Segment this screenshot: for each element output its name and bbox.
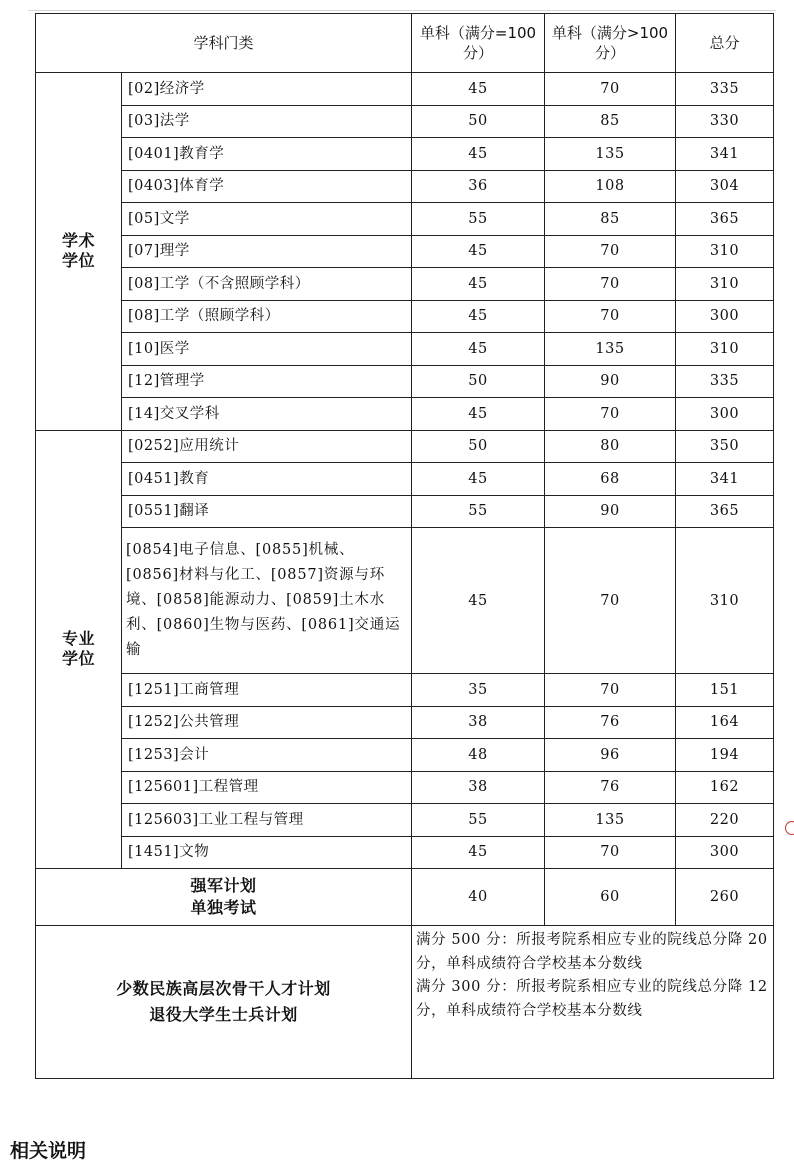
score-total: 310: [676, 333, 774, 366]
score-total: 341: [676, 138, 774, 171]
score-total: 164: [676, 706, 774, 739]
table-row: [36, 300, 774, 333]
table-row: [36, 365, 774, 398]
score-s100: 45: [412, 528, 545, 674]
discipline-name: [1253]会计: [122, 739, 412, 772]
table-row: [36, 268, 774, 301]
score-s150: 90: [545, 365, 676, 398]
score-s100: 50: [412, 365, 545, 398]
score-total: 341: [676, 463, 774, 496]
score-s100: 35: [412, 674, 545, 707]
discipline-name: [0403]体育学: [122, 170, 412, 203]
minority-note: [412, 926, 774, 1079]
score-s100: 45: [412, 73, 545, 106]
score-total: 300: [676, 398, 774, 431]
discipline-name: [1252]公共管理: [122, 706, 412, 739]
academic-group: [36, 73, 774, 431]
discipline-name: [03]法学: [122, 105, 412, 138]
professional-group: [36, 430, 774, 869]
table-row: [36, 463, 774, 496]
discipline-name: [07]理学: [122, 235, 412, 268]
minority-line2: 退役大学生士兵计划: [149, 1005, 298, 1024]
score-s150: 80: [545, 430, 676, 463]
score-s150: 108: [545, 170, 676, 203]
score-total: 194: [676, 739, 774, 772]
score-s100: 55: [412, 804, 545, 837]
score-total: 300: [676, 836, 774, 869]
score-s100: 38: [412, 771, 545, 804]
discipline-name: [02]经济学: [122, 73, 412, 106]
discipline-name: [0854]电子信息、[0855]机械、[0856]材料与化工、[0857]资源与环境、[0858]能源动力、[0859]土木水利、[0860]生物与医药、[0861]交通运输: [122, 528, 412, 674]
header-category: 学科门类: [36, 14, 412, 73]
discipline-name: [1451]文物: [122, 836, 412, 869]
table-row: [36, 430, 774, 463]
discipline-name: [10]医学: [122, 333, 412, 366]
special-single-over100: 60: [545, 869, 676, 926]
table-row: [36, 836, 774, 869]
score-s100: 45: [412, 836, 545, 869]
score-s100: 45: [412, 398, 545, 431]
special-label: [36, 869, 412, 926]
score-s150: 70: [545, 235, 676, 268]
table-row: [36, 804, 774, 837]
score-s100: 45: [412, 268, 545, 301]
minority-row: [36, 926, 774, 1079]
score-s150: 76: [545, 706, 676, 739]
score-s150: 135: [545, 333, 676, 366]
discipline-name: [0401]教育学: [122, 138, 412, 171]
score-s100: 38: [412, 706, 545, 739]
table-row: [36, 138, 774, 171]
discipline-name: [14]交叉学科: [122, 398, 412, 431]
score-s100: 55: [412, 495, 545, 528]
header-single-100: 单科（满分=100 分）: [412, 14, 545, 73]
table-row: [36, 771, 774, 804]
discipline-name: [12]管理学: [122, 365, 412, 398]
score-s150: 70: [545, 674, 676, 707]
score-total: 310: [676, 235, 774, 268]
score-s150: 76: [545, 771, 676, 804]
discipline-name: [05]文学: [122, 203, 412, 236]
score-s150: 70: [545, 268, 676, 301]
score-total: 310: [676, 268, 774, 301]
score-s150: 70: [545, 73, 676, 106]
score-total: 365: [676, 495, 774, 528]
special-line1: 强军计划: [190, 876, 257, 895]
minority-label: [36, 926, 412, 1079]
header-total: 总分: [676, 14, 774, 73]
score-total: 151: [676, 674, 774, 707]
minority-line1: 少数民族高层次骨干人才计划: [116, 979, 331, 998]
discipline-name: [0451]教育: [122, 463, 412, 496]
category-academic-text: 学术学位: [61, 231, 95, 271]
table-row: [36, 398, 774, 431]
score-total: 330: [676, 105, 774, 138]
score-s100: 45: [412, 235, 545, 268]
category-professional-text: 专业学位: [61, 629, 95, 669]
discipline-name: [0252]应用统计: [122, 430, 412, 463]
score-s150: 68: [545, 463, 676, 496]
special-single-100: 40: [412, 869, 545, 926]
score-total: 162: [676, 771, 774, 804]
score-total: 220: [676, 804, 774, 837]
table-row: [36, 706, 774, 739]
special-total: 260: [676, 869, 774, 926]
section-title: 相关说明: [10, 1140, 87, 1162]
score-s100: 50: [412, 105, 545, 138]
table-row: [36, 674, 774, 707]
discipline-name: [08]工学（不含照顾学科）: [122, 268, 412, 301]
table-row: [36, 739, 774, 772]
table-row: [36, 105, 774, 138]
discipline-name: [125603]工业工程与管理: [122, 804, 412, 837]
header-row: [36, 14, 774, 73]
discipline-name: [0551]翻译: [122, 495, 412, 528]
score-total: 300: [676, 300, 774, 333]
score-s150: 135: [545, 804, 676, 837]
special-group: [36, 869, 774, 1079]
header-single-over100: 单科（满分>100 分）: [545, 14, 676, 73]
minority-note-300: 满分 300 分：所报考院系相应专业的院线总分降 12 分，单科成绩符合学校基本分数线: [416, 979, 768, 1019]
score-s100: 45: [412, 138, 545, 171]
discipline-name: [1251]工商管理: [122, 674, 412, 707]
discipline-name: [125601]工程管理: [122, 771, 412, 804]
top-divider: [28, 10, 776, 11]
score-total: 350: [676, 430, 774, 463]
score-s100: 36: [412, 170, 545, 203]
score-s100: 45: [412, 300, 545, 333]
score-s150: 70: [545, 398, 676, 431]
score-s100: 55: [412, 203, 545, 236]
table-row: [36, 203, 774, 236]
score-s150: 135: [545, 138, 676, 171]
score-total: 310: [676, 528, 774, 674]
score-s150: 85: [545, 105, 676, 138]
table-row: [36, 73, 774, 106]
score-table: [35, 13, 774, 1079]
score-total: 304: [676, 170, 774, 203]
score-total: 335: [676, 365, 774, 398]
score-s100: 48: [412, 739, 545, 772]
score-s100: 45: [412, 333, 545, 366]
special-line2: 单独考试: [190, 898, 257, 917]
minority-note-500: 满分 500 分：所报考院系相应专业的院线总分降 20 分，单科成绩符合学校基本分数线: [416, 932, 768, 972]
score-s150: 85: [545, 203, 676, 236]
score-s150: 70: [545, 836, 676, 869]
score-s150: 90: [545, 495, 676, 528]
table-row: [36, 528, 774, 674]
table-row: [36, 170, 774, 203]
score-total: 335: [676, 73, 774, 106]
category-professional: [36, 430, 122, 869]
score-s100: 50: [412, 430, 545, 463]
score-total: 365: [676, 203, 774, 236]
discipline-name: [08]工学（照顾学科）: [122, 300, 412, 333]
score-s150: 70: [545, 300, 676, 333]
score-s150: 70: [545, 528, 676, 674]
table-row: [36, 235, 774, 268]
table-row: [36, 495, 774, 528]
score-s100: 45: [412, 463, 545, 496]
side-marker-icon: [785, 821, 794, 835]
table-row: [36, 333, 774, 366]
special-row: [36, 869, 774, 926]
score-s150: 96: [545, 739, 676, 772]
category-academic: [36, 73, 122, 431]
